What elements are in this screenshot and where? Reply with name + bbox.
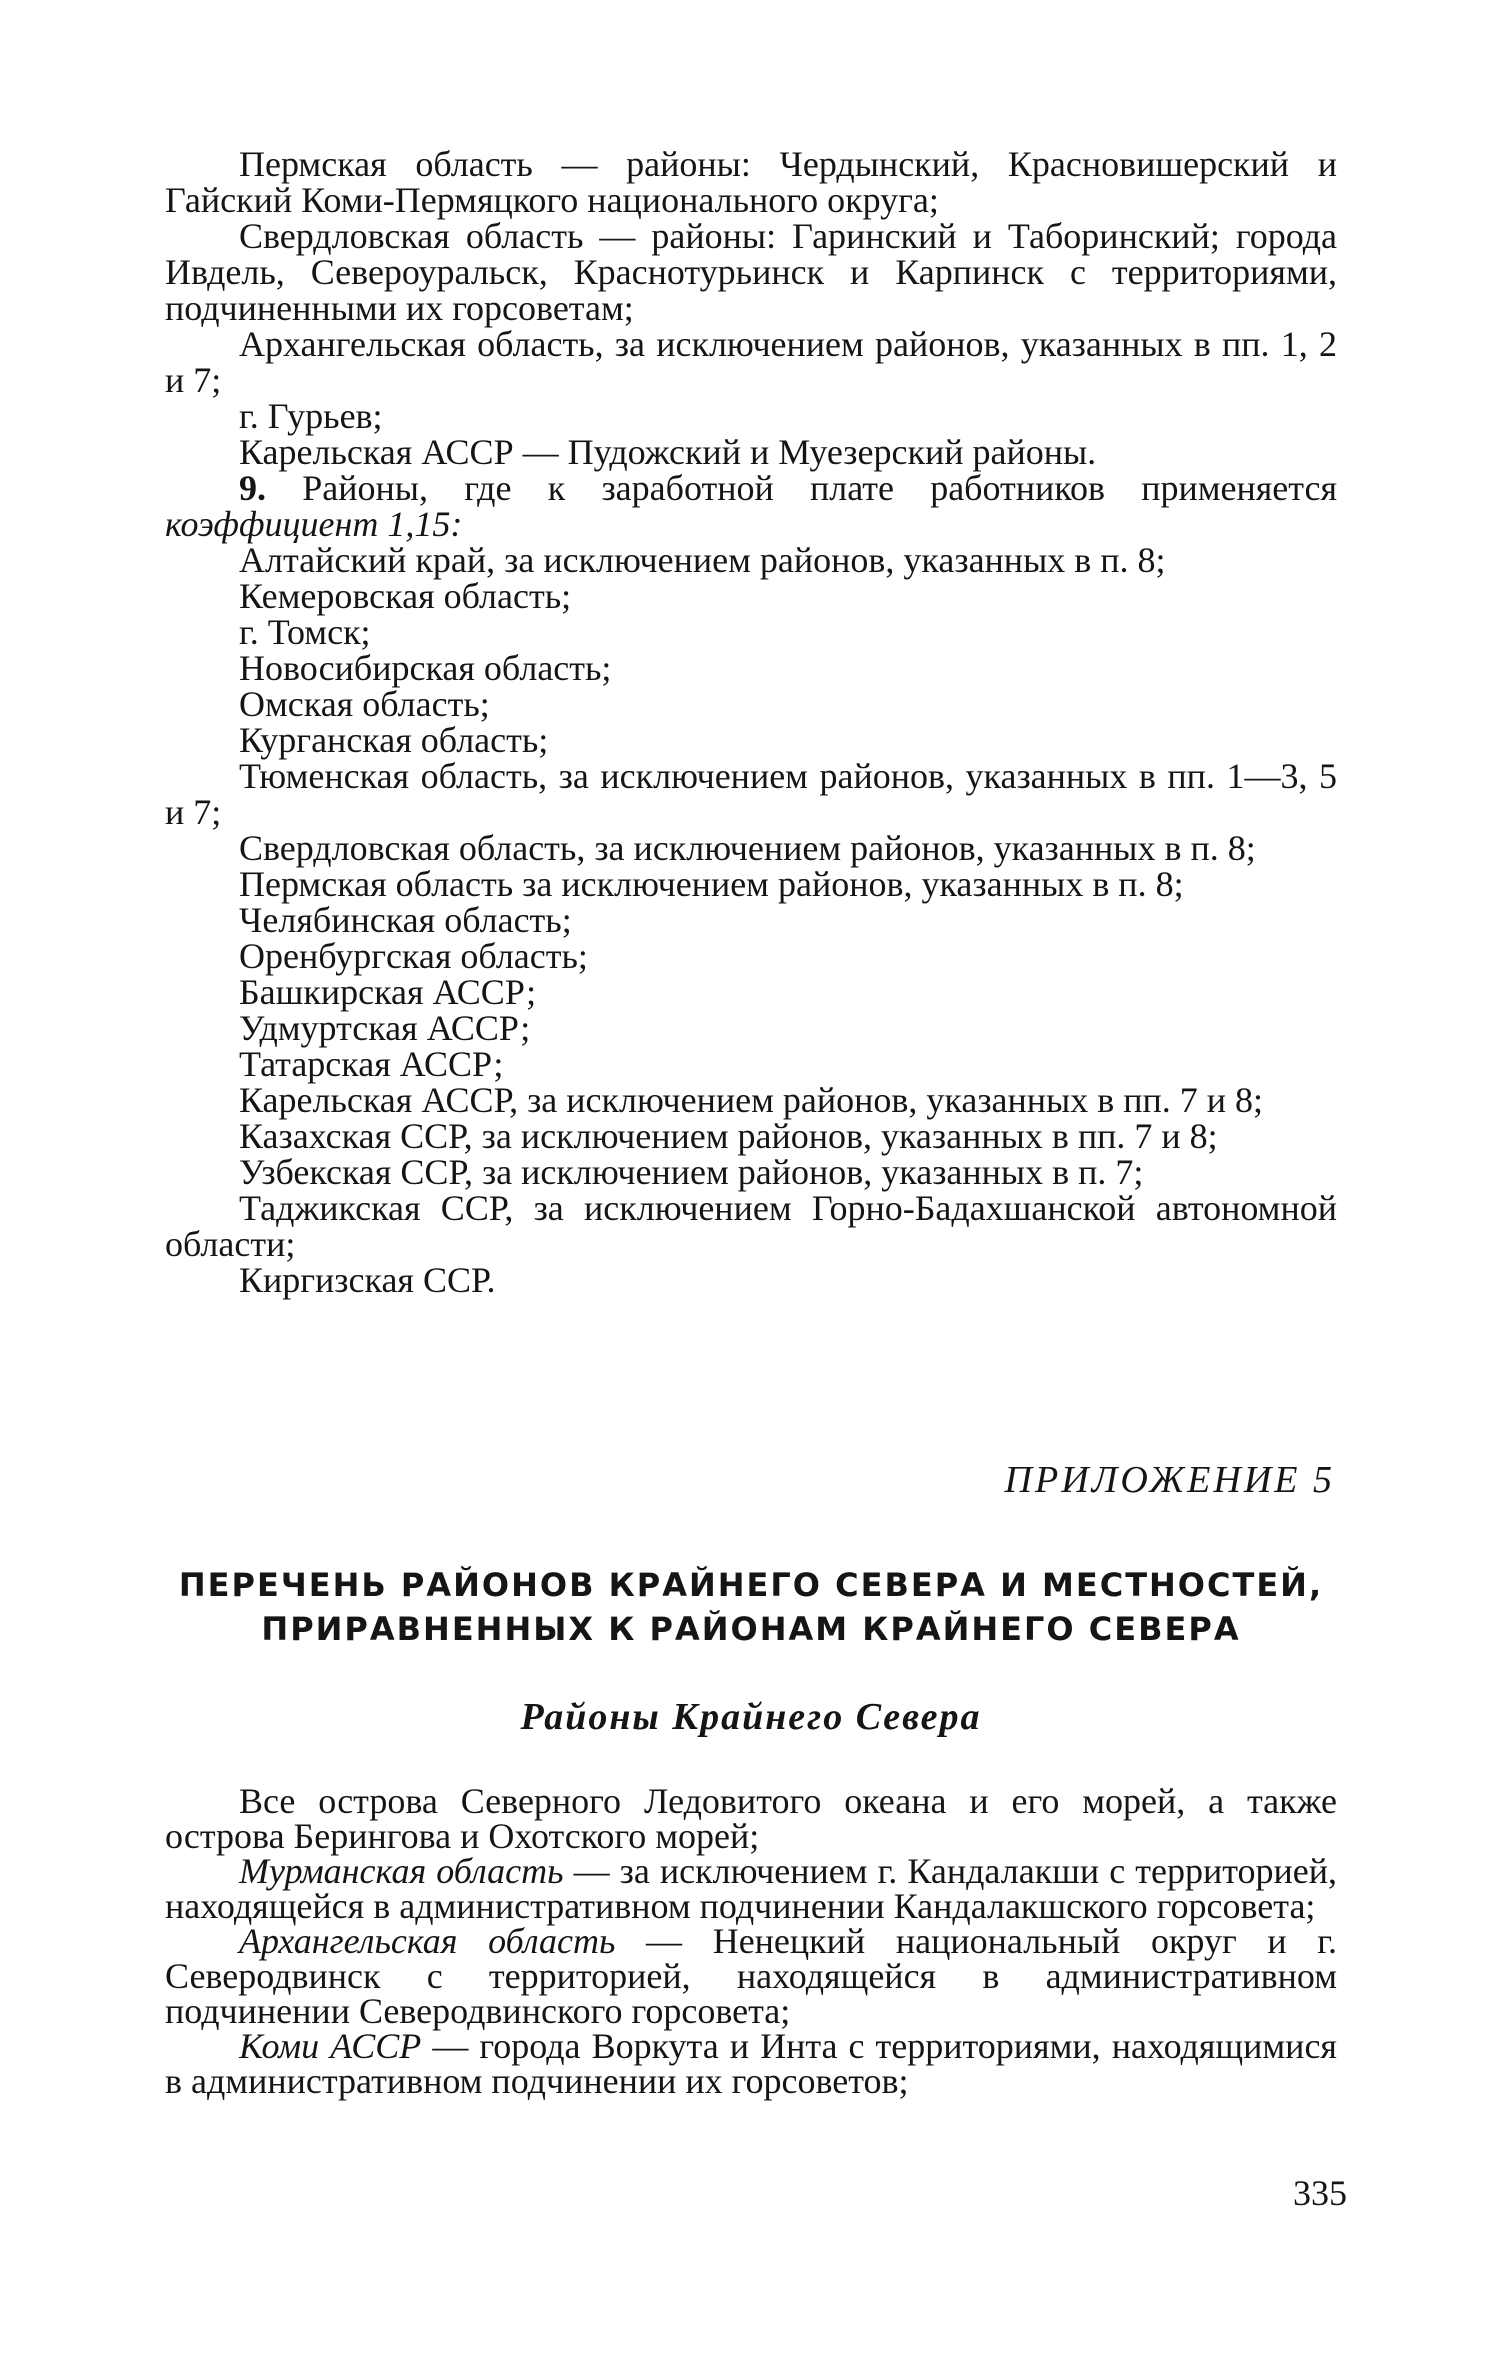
- item-9-number: 9.: [239, 468, 266, 508]
- murmansk-region-name: Мурманская область: [239, 1851, 564, 1891]
- top-section: [165, 146, 1337, 1298]
- paragraph-islands: Все острова Северного Ледовитого океана и его морей, а также острова Берингова и Охотского морей;: [165, 1781, 1337, 1856]
- arkhangelsk-region-name: Архангельская область: [239, 1921, 616, 1961]
- region-list-item: Пермская область за исключением районов, указанных в п. 8;: [239, 864, 1184, 904]
- murmansk-region-text: — за исключением г. Кандалакши с территорией, находящейся в административном подчинении Кандалакшского горсовета;: [165, 1851, 1338, 1926]
- paragraph-murmansk: [165, 1851, 1338, 1926]
- region-list-item: г. Томск;: [239, 612, 371, 652]
- appendix-title-line-2: ПРИРАВНЕННЫХ К РАЙОНАМ КРАЙНЕГО СЕВЕРА: [261, 1610, 1241, 1648]
- item-9-text: Районы, где к заработной плате работников применяется: [266, 468, 1337, 508]
- region-list-item: Алтайский край, за исключением районов, указанных в п. 8;: [239, 540, 1166, 580]
- region-list-item: Казахская ССР, за исключением районов, указанных в пп. 7 и 8;: [239, 1116, 1218, 1156]
- komi-region-text: — города Воркута и Инта с территориями, находящимися в административном подчинении их горсоветов;: [165, 2026, 1337, 2101]
- region-list: [165, 542, 1337, 1298]
- arkhangelsk-region-text: — Ненецкий национальный округ и г. Северодвинск с территорией, находящейся в административном подчинении Северодвинского горсовета;: [165, 1921, 1337, 2031]
- region-list-item: Свердловская область, за исключением районов, указанных в п. 8;: [239, 828, 1256, 868]
- paragraph-arkhangelsk-region: Архангельская область, за исключением районов, указанных в пп. 1, 2 и 7;: [165, 324, 1337, 400]
- paragraph-guryev: г. Гурьев;: [239, 396, 383, 436]
- region-list-item: Тюменская область, за исключением районов, указанных в пп. 1—3, 5 и 7;: [165, 756, 1337, 832]
- paragraph-karelia-districts: Карельская АССР — Пудожский и Муезерский районы.: [239, 432, 1097, 472]
- region-list-item: Башкирская АССР;: [239, 972, 537, 1012]
- appendix-title: [165, 1563, 1337, 1651]
- region-list-item: Оренбургская область;: [239, 936, 588, 976]
- region-list-item: Узбекская ССР, за исключением районов, указанных в п. 7;: [239, 1152, 1144, 1192]
- appendix-title-line-1: ПЕРЕЧЕНЬ РАЙОНОВ КРАЙНЕГО СЕВЕРА И МЕСТНОСТЕЙ,: [178, 1566, 1324, 1604]
- region-list-item: Таджикская ССР, за исключением Горно-Бадахшанской автономной области;: [165, 1188, 1337, 1264]
- item-9-coefficient: коэффициент 1,15:: [165, 504, 463, 544]
- region-list-item: Киргизская ССР.: [239, 1260, 496, 1300]
- region-list-item: Новосибирская область;: [239, 648, 612, 688]
- paragraph-perm-region: Пермская область — районы: Чердынский, Красновишерский и Гайский Коми-Пермяцкого национального округа;: [165, 144, 1337, 220]
- paragraph-sverdlovsk-region: Свердловская область — районы: Гаринский и Таборинский; города Ивдель, Североуральск, Краснотурьинск и Карпинск с территориями, подчиненными их горсоветам;: [165, 216, 1337, 328]
- region-list-item: Челябинская область;: [239, 900, 572, 940]
- region-list-item: Карельская АССР, за исключением районов, указанных в пп. 7 и 8;: [239, 1080, 1264, 1120]
- komi-region-name: Коми АССР: [239, 2026, 422, 2066]
- page-number: 335: [1293, 2173, 1347, 2213]
- paragraph-komi: [165, 2026, 1337, 2101]
- region-list-item: Омская область;: [239, 684, 490, 724]
- paragraph-arkhangelsk: [165, 1921, 1337, 2031]
- appendix-label: ПРИЛОЖЕНИЕ 5: [1004, 1459, 1335, 1501]
- region-list-item: Курганская область;: [239, 720, 549, 760]
- region-list-item: Татарская АССР;: [239, 1044, 504, 1084]
- region-list-item: Кемеровская область;: [239, 576, 572, 616]
- region-list-item: Удмуртская АССР;: [239, 1008, 531, 1048]
- bottom-section: [165, 1781, 1338, 2101]
- paragraph-item-9: [165, 470, 1337, 542]
- section-subtitle: Районы Крайнего Севера: [520, 1696, 982, 1738]
